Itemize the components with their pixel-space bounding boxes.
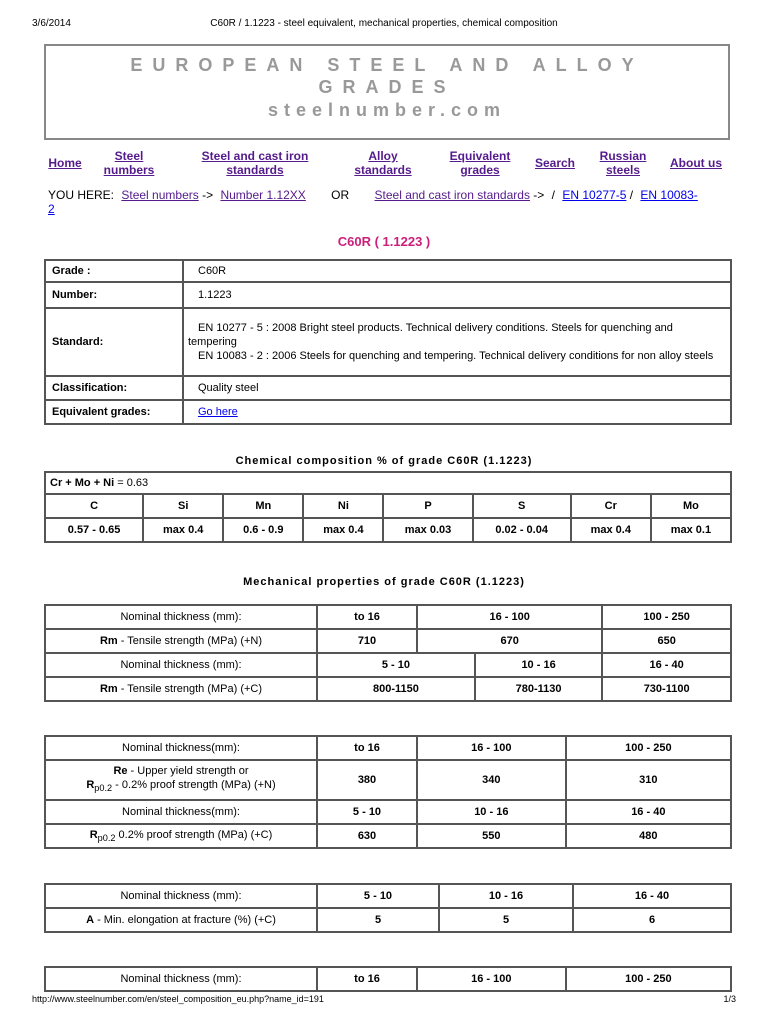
print-date: 3/6/2014: [32, 18, 71, 29]
tensile-strength-table: [44, 604, 732, 702]
table-row: [45, 282, 731, 308]
thickness-value: 16 - 100: [417, 736, 566, 760]
sum-label: Cr + Mo + Ni: [50, 477, 115, 489]
thickness-value: 16 - 40: [566, 800, 731, 824]
table-row: [45, 260, 731, 282]
tensile-value: 730-1100: [602, 677, 731, 701]
crumb-en-10277-5[interactable]: EN 10277-5: [562, 188, 627, 202]
tensile-value: 800-1150: [317, 677, 475, 701]
table-row: [45, 760, 731, 800]
table-row: [45, 400, 731, 424]
table-row: [45, 677, 731, 701]
chemical-composition-table: [44, 471, 732, 543]
element-value: max 0.1: [651, 518, 731, 542]
cutoff-thickness-table: [44, 966, 732, 992]
number-value: 1.1223: [183, 282, 731, 308]
element-header: P: [383, 494, 472, 518]
nav-search[interactable]: Search: [534, 156, 576, 170]
a-symbol: A: [86, 914, 95, 926]
nav-russian-steels[interactable]: Russian steels: [599, 149, 647, 177]
nav-steel-numbers[interactable]: Steel numbers: [103, 149, 155, 177]
thickness-value: 10 - 16: [439, 884, 573, 908]
classification-value: Quality steel: [183, 376, 731, 400]
tensile-value: 780-1130: [475, 677, 602, 701]
classification-label: Classification:: [45, 376, 183, 400]
tensile-strength-c-text: - Tensile strength (MPa) (+C): [117, 683, 263, 695]
nominal-thickness-label: Nominal thickness (mm):: [45, 605, 317, 629]
proof-strength-c-text: 0.2% proof strength (MPa) (+C): [115, 828, 273, 841]
thickness-value: 16 - 40: [602, 653, 731, 677]
thickness-value: 100 - 250: [566, 967, 731, 991]
element-value: max 0.4: [143, 518, 223, 542]
yield-value: 340: [417, 760, 566, 800]
element-header: S: [473, 494, 571, 518]
print-page-title: C60R / 1.1223 - steel equivalent, mechanical properties, chemical composition: [210, 18, 558, 29]
crumb-en-10083-2-part1: EN 10083-: [640, 188, 698, 202]
equivalent-grades-cell: [183, 400, 731, 424]
thickness-value: to 16: [317, 967, 417, 991]
standard-value: [183, 308, 731, 376]
table-row: [45, 736, 731, 760]
element-value: 0.6 - 0.9: [223, 518, 303, 542]
grade-value: C60R: [183, 260, 731, 282]
table-row: [45, 518, 731, 542]
grade-info-table: [44, 259, 732, 425]
thickness-value: to 16: [317, 736, 417, 760]
table-row: [45, 629, 731, 653]
chemical-composition-title: Chemical composition % of grade C60R (1.1223): [235, 455, 533, 467]
cutoff-table-wrapper: [44, 966, 732, 994]
nav-about-us[interactable]: About us: [670, 156, 722, 170]
element-value: max 0.4: [571, 518, 651, 542]
sum-value: = 0.63: [117, 477, 149, 489]
element-value: max 0.4: [303, 518, 383, 542]
upper-yield-text: - Upper yield strength or: [127, 765, 249, 778]
yield-value: 310: [566, 760, 731, 800]
crumb-number[interactable]: Number 1.12XX: [220, 188, 306, 202]
element-header: Si: [143, 494, 223, 518]
element-header: C: [45, 494, 143, 518]
proof-strength-c-label: [45, 824, 317, 848]
rm-symbol: Rm: [99, 635, 118, 647]
element-value: 0.57 - 0.65: [45, 518, 143, 542]
rp-symbol: R: [86, 779, 95, 792]
crumb-arrow: ->: [533, 188, 545, 202]
crumb-standards[interactable]: Steel and cast iron standards: [374, 188, 530, 202]
table-row: [45, 884, 731, 908]
standard-en-10083-2: EN 10083 - 2 : 2006 Steels for quenching and tempering. Technical delivery conditions for non alloy steels: [198, 350, 714, 362]
tensile-value: 670: [417, 629, 602, 653]
breadcrumb: [48, 188, 728, 216]
crumb-slash: /: [551, 188, 555, 202]
rp-symbol: R: [89, 828, 98, 841]
crumb-en-10083-2-part2: 2: [48, 202, 55, 216]
table-row: [45, 605, 731, 629]
crumb-arrow: ->: [202, 188, 214, 202]
yield-strength-table: [44, 735, 732, 849]
number-label: Number:: [45, 282, 183, 308]
thickness-value: 100 - 250: [602, 605, 731, 629]
thickness-value: 16 - 100: [417, 967, 566, 991]
nav-alloy-standards[interactable]: Alloy standards: [354, 149, 412, 177]
elongation-label: [45, 908, 317, 932]
table-row: [45, 472, 731, 494]
rp-subscript: p0.2: [94, 783, 113, 794]
standard-en-10277-5: EN 10277 - 5 : 2008 Bright steel products. Technical delivery conditions. Steels for quenching and tempering: [188, 322, 673, 348]
banner-line-1: EUROPEAN STEEL AND ALLOY: [130, 55, 644, 75]
standard-label: Standard:: [45, 308, 183, 376]
proof-value: 480: [566, 824, 731, 848]
footer-page-number: 1/3: [723, 994, 736, 1004]
thickness-value: 10 - 16: [417, 800, 566, 824]
nav-equivalent-grades[interactable]: Equivalent grades: [449, 149, 511, 177]
nav-home[interactable]: Home: [48, 156, 82, 170]
site-banner[interactable]: [44, 44, 730, 140]
element-header: Cr: [571, 494, 651, 518]
proof-strength-line: [52, 778, 310, 795]
table-row: [45, 653, 731, 677]
table-row: [45, 800, 731, 824]
table-row: [45, 376, 731, 400]
banner-line-2: GRADES: [318, 77, 456, 97]
tensile-value: 710: [317, 629, 417, 653]
element-value: 0.02 - 0.04: [473, 518, 571, 542]
thickness-value: 16 - 100: [417, 605, 602, 629]
table-row: [45, 494, 731, 518]
table-row: [45, 308, 731, 376]
thickness-value: to 16: [317, 605, 417, 629]
tensile-strength-c-label: [45, 677, 317, 701]
rp-subscript: p0.2: [97, 833, 116, 844]
thickness-value: 5 - 10: [317, 800, 417, 824]
go-here-link[interactable]: Go here: [198, 406, 238, 418]
tensile-value: 650: [602, 629, 731, 653]
tensile-strength-n-label: [45, 629, 317, 653]
element-value: max 0.03: [383, 518, 472, 542]
thickness-value: 5 - 10: [317, 884, 439, 908]
tensile-strength-n-text: - Tensile strength (MPa) (+N): [117, 635, 263, 647]
re-symbol: Re: [113, 765, 128, 778]
upper-yield-line: [52, 764, 310, 778]
footer-url: http://www.steelnumber.com/en/steel_composition_eu.php?name_id=191: [32, 994, 324, 1004]
mechanical-properties-title: Mechanical properties of grade C60R (1.1223): [243, 576, 525, 588]
thickness-value: 10 - 16: [475, 653, 602, 677]
thickness-value: 100 - 250: [566, 736, 731, 760]
you-here-label: YOU HERE:: [48, 188, 115, 202]
nominal-thickness-label: Nominal thickness (mm):: [45, 884, 317, 908]
elongation-value: 5: [439, 908, 573, 932]
banner-site-name: steelnumber.com: [267, 100, 507, 120]
crumb-steel-numbers[interactable]: Steel numbers: [121, 188, 199, 202]
nominal-thickness-label: Nominal thickness(mm):: [45, 736, 317, 760]
rm-symbol: Rm: [99, 683, 118, 695]
nominal-thickness-label: Nominal thickness(mm):: [45, 800, 317, 824]
equivalent-grades-label: Equivalent grades:: [45, 400, 183, 424]
proof-value: 630: [317, 824, 417, 848]
elongation-text: - Min. elongation at fracture (%) (+C): [94, 914, 276, 926]
elongation-value: 6: [573, 908, 731, 932]
grade-label: Grade :: [45, 260, 183, 282]
elongation-value: 5: [317, 908, 439, 932]
yield-strength-n-label: [45, 760, 317, 800]
proof-value: 550: [417, 824, 566, 848]
table-row: [45, 967, 731, 991]
element-header: Mo: [651, 494, 731, 518]
nominal-thickness-label: Nominal thickness (mm):: [45, 653, 317, 677]
element-header: Ni: [303, 494, 383, 518]
crumb-or: OR: [331, 188, 350, 202]
grade-title: C60R ( 1.1223 ): [337, 234, 431, 249]
nominal-thickness-label: Nominal thickness (mm):: [45, 967, 317, 991]
elongation-table: [44, 883, 732, 933]
thickness-value: 16 - 40: [573, 884, 731, 908]
sum-cell: [45, 472, 731, 494]
crumb-slash: /: [629, 188, 634, 202]
table-row: [45, 908, 731, 932]
table-row: [45, 824, 731, 848]
element-header: Mn: [223, 494, 303, 518]
proof-strength-n-text: - 0.2% proof strength (MPa) (+N): [112, 779, 276, 792]
nav-standards[interactable]: Steel and cast iron standards: [201, 149, 309, 177]
yield-value: 380: [317, 760, 417, 800]
thickness-value: 5 - 10: [317, 653, 475, 677]
